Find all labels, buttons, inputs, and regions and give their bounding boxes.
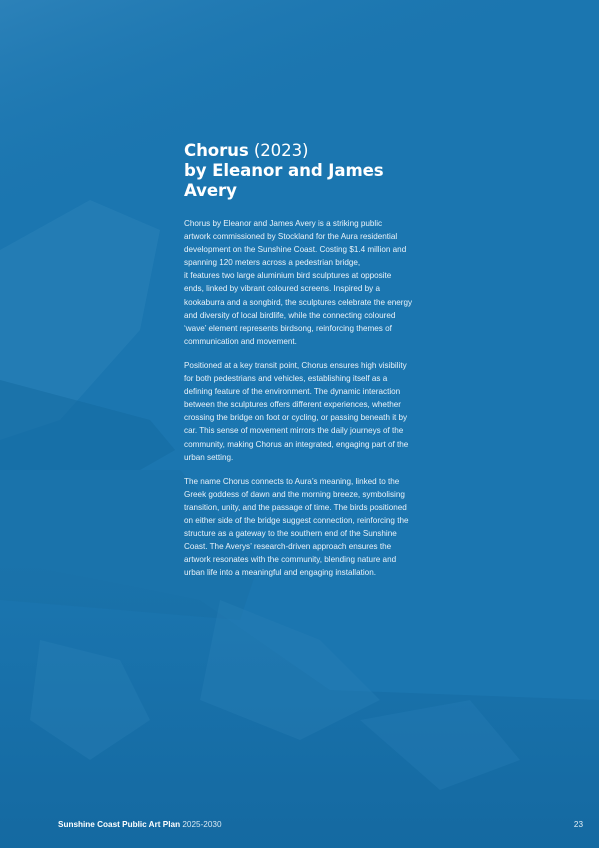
page-number: 23	[573, 820, 583, 829]
paragraph-3: The name Chorus connects to Aura’s meaning, linked to the Greek goddess of dawn and the morning breeze, symbolising transition, unity, and the passage of time. The birds positioned on either side of the bridge suggest connection, reinforcing the structure as a gateway to the southern end of the Sunshine Coast. The Averys’ research-driven approach ensures the artwork resonates with the community, blending nature and urban life into a meaningful and engaging installation.	[184, 476, 409, 578]
article-body	[184, 141, 434, 590]
publication-years: 2025-2030	[180, 820, 222, 829]
footer-publication-title	[58, 820, 222, 830]
artist-byline: by Eleanor and James Avery	[184, 161, 384, 200]
artwork-name: Chorus	[184, 141, 249, 160]
article-title	[184, 141, 434, 201]
artwork-year: (2023)	[248, 141, 309, 160]
paragraph-2: Positioned at a key transit point, Chorus ensures high visibility for both pedestrians and vehicles, establishing itself as a defining feature of the environment. The dynamic interaction between the sculptures offers different experiences, whether crossing the bridge on foot or cycling, or passing beneath it by car. This sense of movement mirrors the daily journeys of the community, making Chorus an integrated, engaging part of the urban setting.	[184, 360, 409, 462]
publication-name: Sunshine Coast Public Art Plan	[58, 820, 181, 829]
paragraph-1: Chorus by Eleanor and James Avery is a striking public artwork commissioned by Stockland for the Aura residential development on the Sunshine Coast. Costing $1.4 million and spanning 120 meters across a pedestrian bridge, it features two large aluminium bird sculptures at opposite ends, linked by vibrant coloured screens. Inspired by a kookaburra and a songbird, the sculptures celebrate the energy and diversity of local birdlife, while the connecting coloured ‘wave’ element represents birdsong, reinforcing themes of communication and movement.	[184, 219, 413, 346]
